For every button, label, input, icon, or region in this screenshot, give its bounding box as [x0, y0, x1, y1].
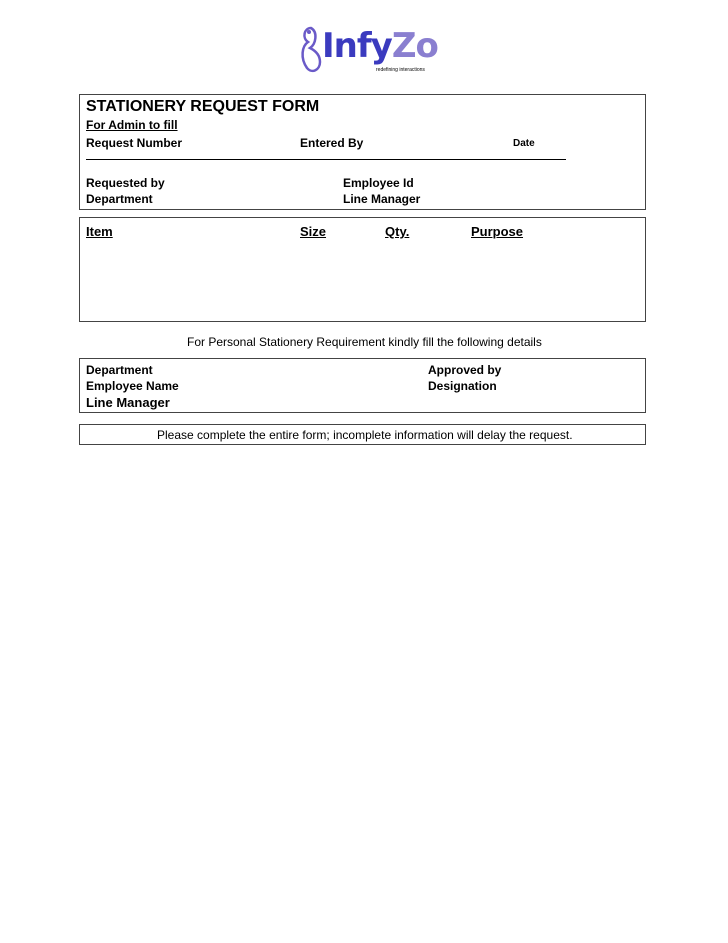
logo-tagline: redefining interactions: [376, 67, 425, 73]
request-number-label: Request Number: [86, 136, 183, 150]
column-header-qty: Qty.: [385, 224, 410, 239]
column-header-size: Size: [300, 224, 327, 239]
employee-id-label: Employee Id: [343, 176, 414, 190]
requested-by-label: Requested by: [86, 176, 165, 190]
approved-by-label: Approved by: [428, 363, 502, 377]
personal-department-label: Department: [86, 363, 153, 377]
form-title: STATIONERY REQUEST FORM: [86, 98, 320, 115]
logo-word-zo: Zo: [391, 26, 438, 66]
admin-subtitle: For Admin to fill: [86, 118, 178, 132]
personal-section: [79, 358, 646, 413]
divider-line: [86, 159, 566, 160]
designation-label: Designation: [428, 379, 497, 393]
logo-word-infy: Infy: [322, 26, 392, 66]
line-manager-label: Line Manager: [343, 192, 421, 206]
logo-mark-icon: [298, 24, 324, 76]
employee-name-label: Employee Name: [86, 379, 179, 393]
department-label: Department: [86, 192, 153, 206]
entered-by-label: Entered By: [300, 136, 364, 150]
items-table: [79, 217, 646, 322]
footer-note-box: [79, 424, 646, 445]
admin-section: [79, 94, 646, 210]
column-header-purpose: Purpose: [471, 224, 524, 239]
personal-line-manager-label: Line Manager: [86, 395, 170, 410]
personal-requirement-note: For Personal Stationery Requirement kindly fill the following details: [187, 335, 542, 349]
footer-note: Please complete the entire form; incomplete information will delay the request.: [157, 428, 573, 442]
company-logo: [298, 22, 438, 80]
logo-wordmark: [322, 26, 438, 66]
column-header-item: Item: [86, 224, 113, 239]
date-label: Date: [513, 138, 535, 149]
